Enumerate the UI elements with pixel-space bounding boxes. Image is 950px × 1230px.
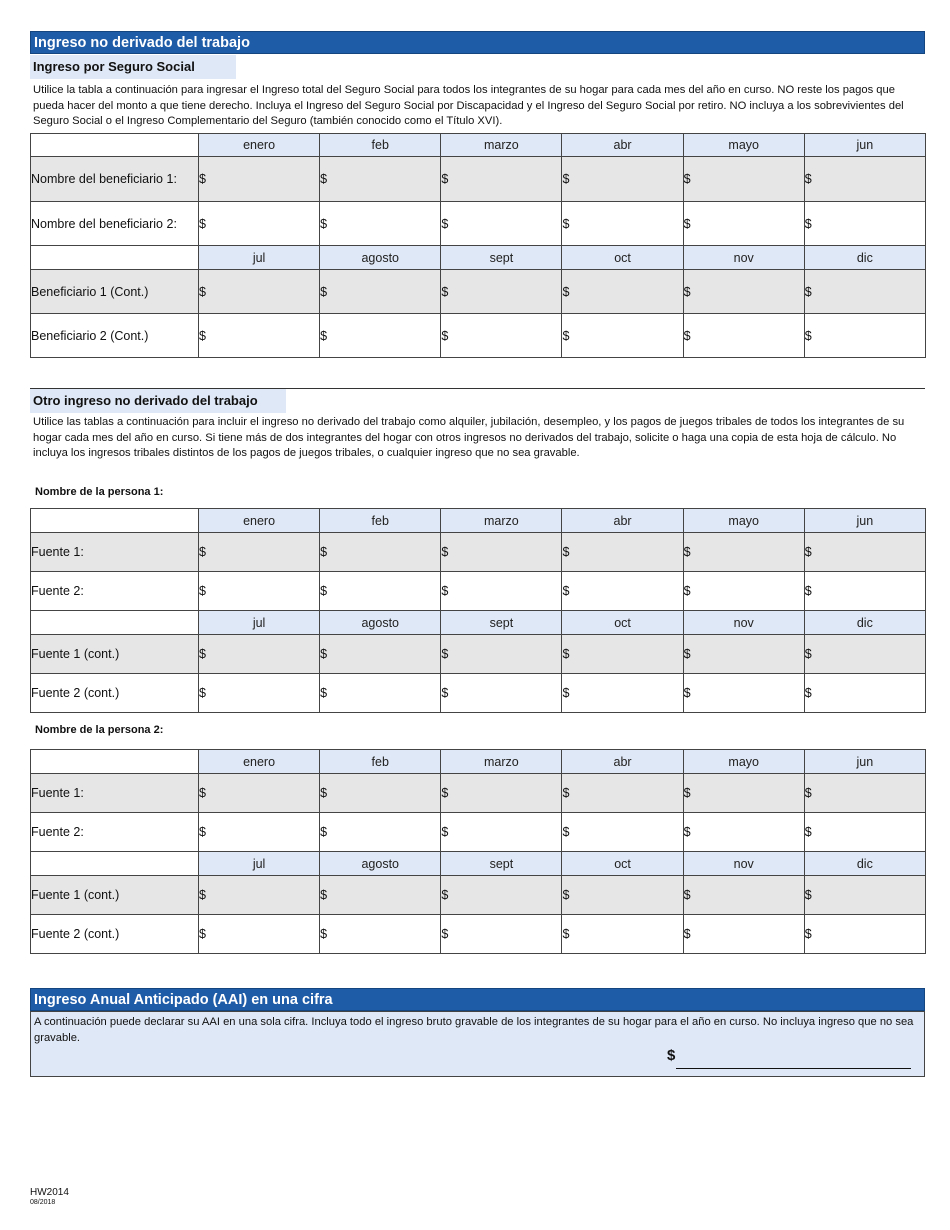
amount-input-cell[interactable] <box>320 533 441 572</box>
currency-symbol: $ <box>683 584 691 598</box>
currency-symbol: $ <box>562 786 570 800</box>
header-blank-cell <box>31 750 199 774</box>
currency-symbol: $ <box>199 647 206 661</box>
amount-input-cell[interactable] <box>562 202 683 246</box>
currency-symbol: $ <box>804 686 812 700</box>
currency-symbol: $ <box>441 172 449 186</box>
amount-input-cell[interactable] <box>441 157 562 202</box>
amount-input-cell[interactable] <box>441 813 562 852</box>
header-blank-cell <box>31 134 199 157</box>
amount-input-cell[interactable] <box>199 674 320 713</box>
month-header: enero <box>199 750 320 774</box>
aai-box <box>30 1011 925 1077</box>
amount-input-cell[interactable] <box>683 876 804 915</box>
row-label: Fuente 2 (cont.) <box>31 915 199 954</box>
currency-symbol: $ <box>199 545 206 559</box>
currency-symbol: $ <box>199 216 206 231</box>
month-header: sept <box>441 246 562 270</box>
subheading-social-security: Ingreso por Seguro Social <box>30 55 236 79</box>
person-1-income-table <box>30 508 926 713</box>
currency-symbol: $ <box>804 888 812 902</box>
currency-symbol: $ <box>804 647 812 661</box>
amount-input-cell[interactable] <box>320 915 441 954</box>
amount-input-cell[interactable] <box>804 572 925 611</box>
amount-input-cell[interactable] <box>441 533 562 572</box>
month-header: enero <box>199 134 320 157</box>
person-1-label: Nombre de la persona 1: <box>35 486 164 498</box>
amount-input-cell[interactable] <box>441 202 562 246</box>
currency-symbol: $ <box>683 686 691 700</box>
amount-input-cell[interactable] <box>804 314 925 358</box>
month-header: sept <box>441 852 562 876</box>
currency-symbol: $ <box>320 927 328 941</box>
amount-input-cell[interactable] <box>199 270 320 314</box>
amount-input-cell[interactable] <box>199 635 320 674</box>
currency-symbol: $ <box>199 888 206 902</box>
header-blank-cell <box>31 246 199 270</box>
month-header: nov <box>683 852 804 876</box>
amount-input-cell[interactable] <box>320 202 441 246</box>
amount-input-cell[interactable] <box>199 915 320 954</box>
currency-symbol: $ <box>320 584 328 598</box>
currency-symbol: $ <box>804 172 812 186</box>
currency-symbol: $ <box>804 284 812 299</box>
currency-symbol: $ <box>199 825 206 839</box>
amount-input-cell[interactable] <box>199 157 320 202</box>
currency-symbol: $ <box>562 216 570 231</box>
month-header: oct <box>562 611 683 635</box>
currency-symbol: $ <box>441 328 449 343</box>
currency-symbol: $ <box>562 825 570 839</box>
month-header: mayo <box>683 134 804 157</box>
currency-symbol: $ <box>562 584 570 598</box>
instructions-aai: A continuación puede declarar su AAI en una sola cifra. Incluya todo el ingreso bruto gravable de los integrantes de su hogar para el año en curso. No incluya ingreso que no sea gravable. <box>34 1016 914 1044</box>
currency-symbol: $ <box>562 647 570 661</box>
amount-input-cell[interactable] <box>683 635 804 674</box>
amount-input-cell[interactable] <box>199 774 320 813</box>
table-row <box>31 314 926 358</box>
amount-input-cell[interactable] <box>683 572 804 611</box>
currency-symbol: $ <box>320 647 328 661</box>
month-header: agosto <box>320 852 441 876</box>
currency-symbol: $ <box>804 328 812 343</box>
currency-symbol: $ <box>441 545 449 559</box>
currency-symbol: $ <box>199 328 206 343</box>
table-row <box>31 202 926 246</box>
row-label: Beneficiario 1 (Cont.) <box>31 270 199 314</box>
currency-symbol: $ <box>199 786 206 800</box>
currency-symbol: $ <box>441 888 449 902</box>
amount-input-cell[interactable] <box>683 270 804 314</box>
table-row <box>31 270 926 314</box>
table-row <box>31 157 926 202</box>
currency-symbol: $ <box>441 786 449 800</box>
amount-input-cell[interactable] <box>441 876 562 915</box>
amount-input-cell[interactable] <box>804 533 925 572</box>
currency-symbol: $ <box>683 172 691 186</box>
month-header: jun <box>804 134 925 157</box>
month-header-row <box>31 750 926 774</box>
amount-input-cell[interactable] <box>441 270 562 314</box>
amount-input-cell[interactable] <box>562 314 683 358</box>
amount-input-cell[interactable] <box>562 876 683 915</box>
amount-input-cell[interactable] <box>320 270 441 314</box>
currency-symbol: $ <box>320 216 328 231</box>
month-header: dic <box>804 611 925 635</box>
amount-input-cell[interactable] <box>562 572 683 611</box>
amount-input-cell[interactable] <box>441 635 562 674</box>
amount-input-cell[interactable] <box>441 572 562 611</box>
currency-symbol: $ <box>441 584 449 598</box>
amount-input-cell[interactable] <box>683 533 804 572</box>
month-header: agosto <box>320 611 441 635</box>
subheading-other-income: Otro ingreso no derivado del trabajo <box>30 389 286 413</box>
currency-symbol: $ <box>804 786 812 800</box>
amount-input-cell[interactable] <box>562 533 683 572</box>
amount-input-cell[interactable] <box>562 674 683 713</box>
amount-input-cell[interactable] <box>320 314 441 358</box>
amount-input-cell[interactable] <box>562 270 683 314</box>
currency-symbol: $ <box>441 825 449 839</box>
person-2-label: Nombre de la persona 2: <box>35 724 164 736</box>
currency-symbol: $ <box>199 172 206 186</box>
person-2-income-table <box>30 749 926 954</box>
currency-symbol: $ <box>804 927 812 941</box>
currency-symbol: $ <box>683 786 691 800</box>
row-label: Fuente 1 (cont.) <box>31 635 199 674</box>
month-header: abr <box>562 509 683 533</box>
month-header: jun <box>804 509 925 533</box>
amount-input-cell[interactable] <box>804 202 925 246</box>
month-header-row <box>31 509 926 533</box>
month-header-row <box>31 611 926 635</box>
header-blank-cell <box>31 611 199 635</box>
month-header: marzo <box>441 750 562 774</box>
row-label: Fuente 2: <box>31 813 199 852</box>
instructions-social-security: Utilice la tabla a continuación para ingresar el Ingreso total del Seguro Social para todos los integrantes de su hogar para cada mes del año en curso. NO reste los pagos que pueda hacer del monto a que tiene derecho. Incluya el Ingreso del Seguro Social por Discapacidad y el Ingreso del Seguro Social por retiro. NO incluya a los sobrevivientes del Seguro Social o el Ingreso Complementario del Seguro (también conocido como el Título XVI). <box>33 84 904 127</box>
currency-symbol: $ <box>320 825 328 839</box>
month-header: abr <box>562 134 683 157</box>
form-date: 08/2018 <box>30 1199 56 1206</box>
currency-symbol: $ <box>683 216 691 231</box>
social-security-table <box>30 133 926 358</box>
amount-input-cell[interactable] <box>320 157 441 202</box>
amount-input-cell[interactable] <box>441 674 562 713</box>
currency-symbol: $ <box>683 647 691 661</box>
amount-input-cell[interactable] <box>683 813 804 852</box>
amount-input-cell[interactable] <box>199 572 320 611</box>
currency-symbol: $ <box>683 328 691 343</box>
aai-dollar-sign: $ <box>667 1047 676 1064</box>
currency-symbol: $ <box>441 647 449 661</box>
currency-symbol: $ <box>562 686 570 700</box>
amount-input-cell[interactable] <box>804 813 925 852</box>
month-header: feb <box>320 509 441 533</box>
month-header: marzo <box>441 509 562 533</box>
section-title-aai: Ingreso Anual Anticipado (AAI) en una cifra <box>30 988 925 1011</box>
amount-input-cell[interactable] <box>804 270 925 314</box>
month-header-row <box>31 246 926 270</box>
currency-symbol: $ <box>562 927 570 941</box>
currency-symbol: $ <box>562 888 570 902</box>
amount-input-cell[interactable] <box>683 314 804 358</box>
amount-input-cell[interactable] <box>441 774 562 813</box>
currency-symbol: $ <box>683 284 691 299</box>
amount-input-cell[interactable] <box>683 774 804 813</box>
month-header: nov <box>683 246 804 270</box>
row-label: Fuente 2 (cont.) <box>31 674 199 713</box>
month-header: jul <box>199 852 320 876</box>
header-blank-cell <box>31 852 199 876</box>
table-row <box>31 572 926 611</box>
form-code: HW2014 <box>30 1187 69 1198</box>
table-row <box>31 533 926 572</box>
currency-symbol: $ <box>441 216 449 231</box>
row-label: Fuente 1: <box>31 533 199 572</box>
currency-symbol: $ <box>320 328 328 343</box>
currency-symbol: $ <box>562 545 570 559</box>
month-header: jul <box>199 246 320 270</box>
amount-input-cell[interactable] <box>320 774 441 813</box>
header-blank-cell <box>31 509 199 533</box>
currency-symbol: $ <box>683 825 691 839</box>
amount-input-cell[interactable] <box>199 813 320 852</box>
amount-input-cell[interactable] <box>441 915 562 954</box>
currency-symbol: $ <box>320 786 328 800</box>
month-header: sept <box>441 611 562 635</box>
currency-symbol: $ <box>683 927 691 941</box>
amount-input-cell[interactable] <box>562 774 683 813</box>
currency-symbol: $ <box>199 686 206 700</box>
row-label: Beneficiario 2 (Cont.) <box>31 314 199 358</box>
currency-symbol: $ <box>683 545 691 559</box>
currency-symbol: $ <box>683 888 691 902</box>
amount-input-cell[interactable] <box>199 314 320 358</box>
table-row <box>31 915 926 954</box>
currency-symbol: $ <box>320 686 328 700</box>
month-header: marzo <box>441 134 562 157</box>
currency-symbol: $ <box>320 284 328 299</box>
amount-input-cell[interactable] <box>320 813 441 852</box>
amount-input-cell[interactable] <box>320 876 441 915</box>
amount-input-cell[interactable] <box>683 915 804 954</box>
table-row <box>31 674 926 713</box>
amount-input-cell[interactable] <box>199 533 320 572</box>
aai-amount-field[interactable] <box>676 1068 911 1069</box>
month-header: abr <box>562 750 683 774</box>
currency-symbol: $ <box>804 545 812 559</box>
row-label: Fuente 1 (cont.) <box>31 876 199 915</box>
amount-input-cell[interactable] <box>683 157 804 202</box>
currency-symbol: $ <box>199 584 206 598</box>
currency-symbol: $ <box>562 172 570 186</box>
amount-input-cell[interactable] <box>804 915 925 954</box>
month-header: jun <box>804 750 925 774</box>
amount-input-cell[interactable] <box>199 876 320 915</box>
table-row <box>31 774 926 813</box>
amount-input-cell[interactable] <box>320 635 441 674</box>
currency-symbol: $ <box>562 328 570 343</box>
month-header: mayo <box>683 509 804 533</box>
amount-input-cell[interactable] <box>562 915 683 954</box>
amount-input-cell[interactable] <box>683 674 804 713</box>
amount-input-cell[interactable] <box>441 314 562 358</box>
section-title-unearned-income: Ingreso no derivado del trabajo <box>30 31 925 54</box>
amount-input-cell[interactable] <box>804 876 925 915</box>
month-header: dic <box>804 246 925 270</box>
amount-input-cell[interactable] <box>683 202 804 246</box>
currency-symbol: $ <box>441 686 449 700</box>
row-label: Nombre del beneficiario 2: <box>31 202 199 246</box>
table-row <box>31 813 926 852</box>
month-header: dic <box>804 852 925 876</box>
currency-symbol: $ <box>320 545 328 559</box>
currency-symbol: $ <box>441 284 449 299</box>
table-row <box>31 876 926 915</box>
month-header-row <box>31 134 926 157</box>
instructions-other-income: Utilice las tablas a continuación para incluir el ingreso no derivado del trabajo como alquiler, jubilación, desempleo, y los pagos de juegos tribales de todos los integrantes de su hogar cada mes del año en curso. Si tiene más de dos integrantes del hogar con otros ingresos no derivados del trabajo, solicite o haga una copia de esta hoja de cálculo. No incluya los ingresos tribales distintos de los pagos de juegos tribales, o cualquier ingreso que no sea gravable. <box>33 416 905 459</box>
row-label: Fuente 1: <box>31 774 199 813</box>
currency-symbol: $ <box>441 927 449 941</box>
month-header: enero <box>199 509 320 533</box>
amount-input-cell[interactable] <box>562 813 683 852</box>
month-header: nov <box>683 611 804 635</box>
month-header: mayo <box>683 750 804 774</box>
currency-symbol: $ <box>199 284 206 299</box>
amount-input-cell[interactable] <box>199 202 320 246</box>
amount-input-cell[interactable] <box>804 674 925 713</box>
currency-symbol: $ <box>804 584 812 598</box>
month-header: oct <box>562 246 683 270</box>
table-row <box>31 635 926 674</box>
amount-input-cell[interactable] <box>562 157 683 202</box>
currency-symbol: $ <box>320 888 328 902</box>
month-header: feb <box>320 134 441 157</box>
amount-input-cell[interactable] <box>804 774 925 813</box>
currency-symbol: $ <box>804 825 812 839</box>
month-header: oct <box>562 852 683 876</box>
amount-input-cell[interactable] <box>320 572 441 611</box>
row-label: Fuente 2: <box>31 572 199 611</box>
currency-symbol: $ <box>320 172 328 186</box>
currency-symbol: $ <box>562 284 570 299</box>
amount-input-cell[interactable] <box>804 635 925 674</box>
amount-input-cell[interactable] <box>804 157 925 202</box>
month-header: agosto <box>320 246 441 270</box>
amount-input-cell[interactable] <box>320 674 441 713</box>
month-header-row <box>31 852 926 876</box>
month-header: feb <box>320 750 441 774</box>
currency-symbol: $ <box>804 216 812 231</box>
amount-input-cell[interactable] <box>562 635 683 674</box>
row-label: Nombre del beneficiario 1: <box>31 157 199 202</box>
currency-symbol: $ <box>199 927 206 941</box>
month-header: jul <box>199 611 320 635</box>
